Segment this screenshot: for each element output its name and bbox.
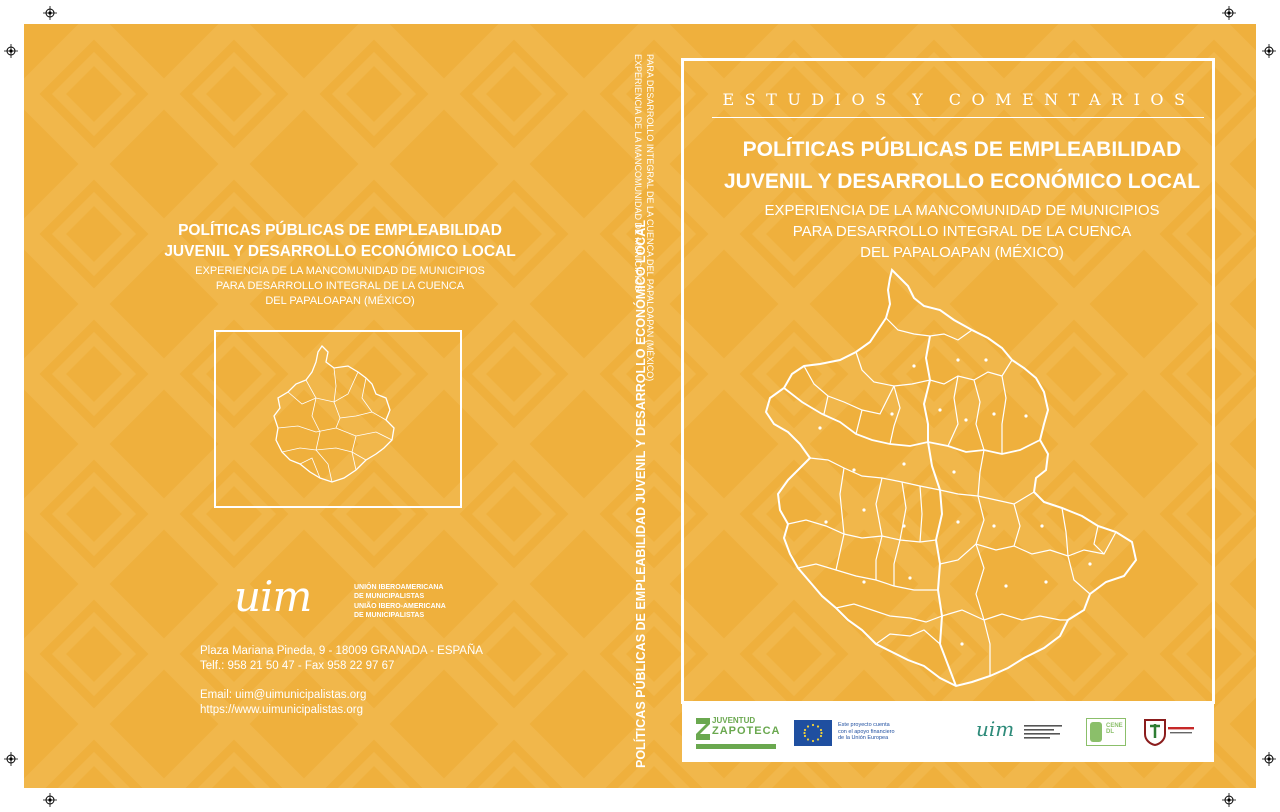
phone-line: Telf.: 958 21 50 47 - Fax 958 22 97 67: [200, 660, 395, 672]
spine-title: POLÍTICAS PÚBLICAS DE EMPLEABILIDAD JUVENIL Y DESARROLLO ECONÓMICO LOCAL: [634, 220, 648, 768]
registration-mark-icon: [1262, 44, 1276, 58]
uim-logo: uim: [234, 572, 312, 621]
registration-mark-icon: [1222, 6, 1236, 20]
email-line: Email: uim@uimunicipalistas.org: [200, 689, 367, 701]
uim-organization-names: UNIÓN IBEROAMERICANA DE MUNICIPALISTAS UNIÃO IBERO-AMERICANA DE MUNICIPALISTAS: [354, 584, 446, 619]
registration-mark-icon: [43, 793, 57, 807]
cenedl-logo: CENEDL: [1086, 718, 1126, 746]
sponsor-logos-strip: [682, 704, 1214, 762]
juventud-zapoteca-icon: [696, 716, 710, 740]
back-cover-map-frame: [214, 330, 462, 508]
papaloapan-map-small: [216, 332, 460, 506]
eu-flag-icon: [794, 720, 832, 746]
series-title: ESTUDIOS Y COMENTARIOS: [722, 90, 1196, 109]
address-line: Plaza Mariana Pineda, 9 - 18009 GRANADA - ESPAÑA: [200, 645, 483, 657]
front-cover-subtitle: EXPERIENCIA DE LA MANCOMUNIDAD DE MUNICIPIOS PARA DESARROLLO INTEGRAL DE LA CUENCA DEL PAPALOAPAN (MÉXICO): [764, 202, 1160, 261]
book-cover: [24, 24, 1256, 788]
eu-funding-text: Este proyecto cuenta con el apoyo financiero de la Unión Europea: [838, 722, 895, 741]
spine-subtitle: EXPERIENCIA DE LA MANCOMUNIDAD DE MUNICIPIOS PARA DESARROLLO INTEGRAL DE LA CUENCA DEL PAPALOAPAN (MÉXICO): [633, 54, 655, 382]
website-line: https://www.uimunicipalistas.org: [200, 704, 363, 716]
juventud-zapoteca-logo: JUVENTUD ZAPOTECA: [712, 716, 781, 737]
registration-mark-icon: [4, 752, 18, 766]
juventud-zapoteca-bar: [696, 744, 776, 749]
registration-mark-icon: [1222, 793, 1236, 807]
uim-small-logo-text-icon: [1024, 724, 1064, 740]
back-cover-title: POLÍTICAS PÚBLICAS DE EMPLEABILIDAD JUVENIL Y DESARROLLO ECONÓMICO LOCAL: [164, 222, 516, 260]
front-cover-title: POLÍTICAS PÚBLICAS DE EMPLEABILIDAD JUVENIL Y DESARROLLO ECONÓMICO LOCAL: [723, 138, 1201, 193]
shield-coat-of-arms-icon: [1144, 718, 1166, 746]
uim-small-logo: uim: [976, 717, 1015, 741]
municipal-logo-text-icon: [1168, 724, 1196, 736]
registration-mark-icon: [1262, 752, 1276, 766]
registration-mark-icon: [4, 44, 18, 58]
series-divider: [712, 117, 1204, 118]
papaloapan-map-large: [744, 264, 1144, 694]
back-cover-subtitle: EXPERIENCIA DE LA MANCOMUNIDAD DE MUNICIPIOS PARA DESARROLLO INTEGRAL DE LA CUENCA DEL PAPALOAPAN (MÉXICO): [195, 265, 485, 307]
registration-mark-icon: [43, 6, 57, 20]
